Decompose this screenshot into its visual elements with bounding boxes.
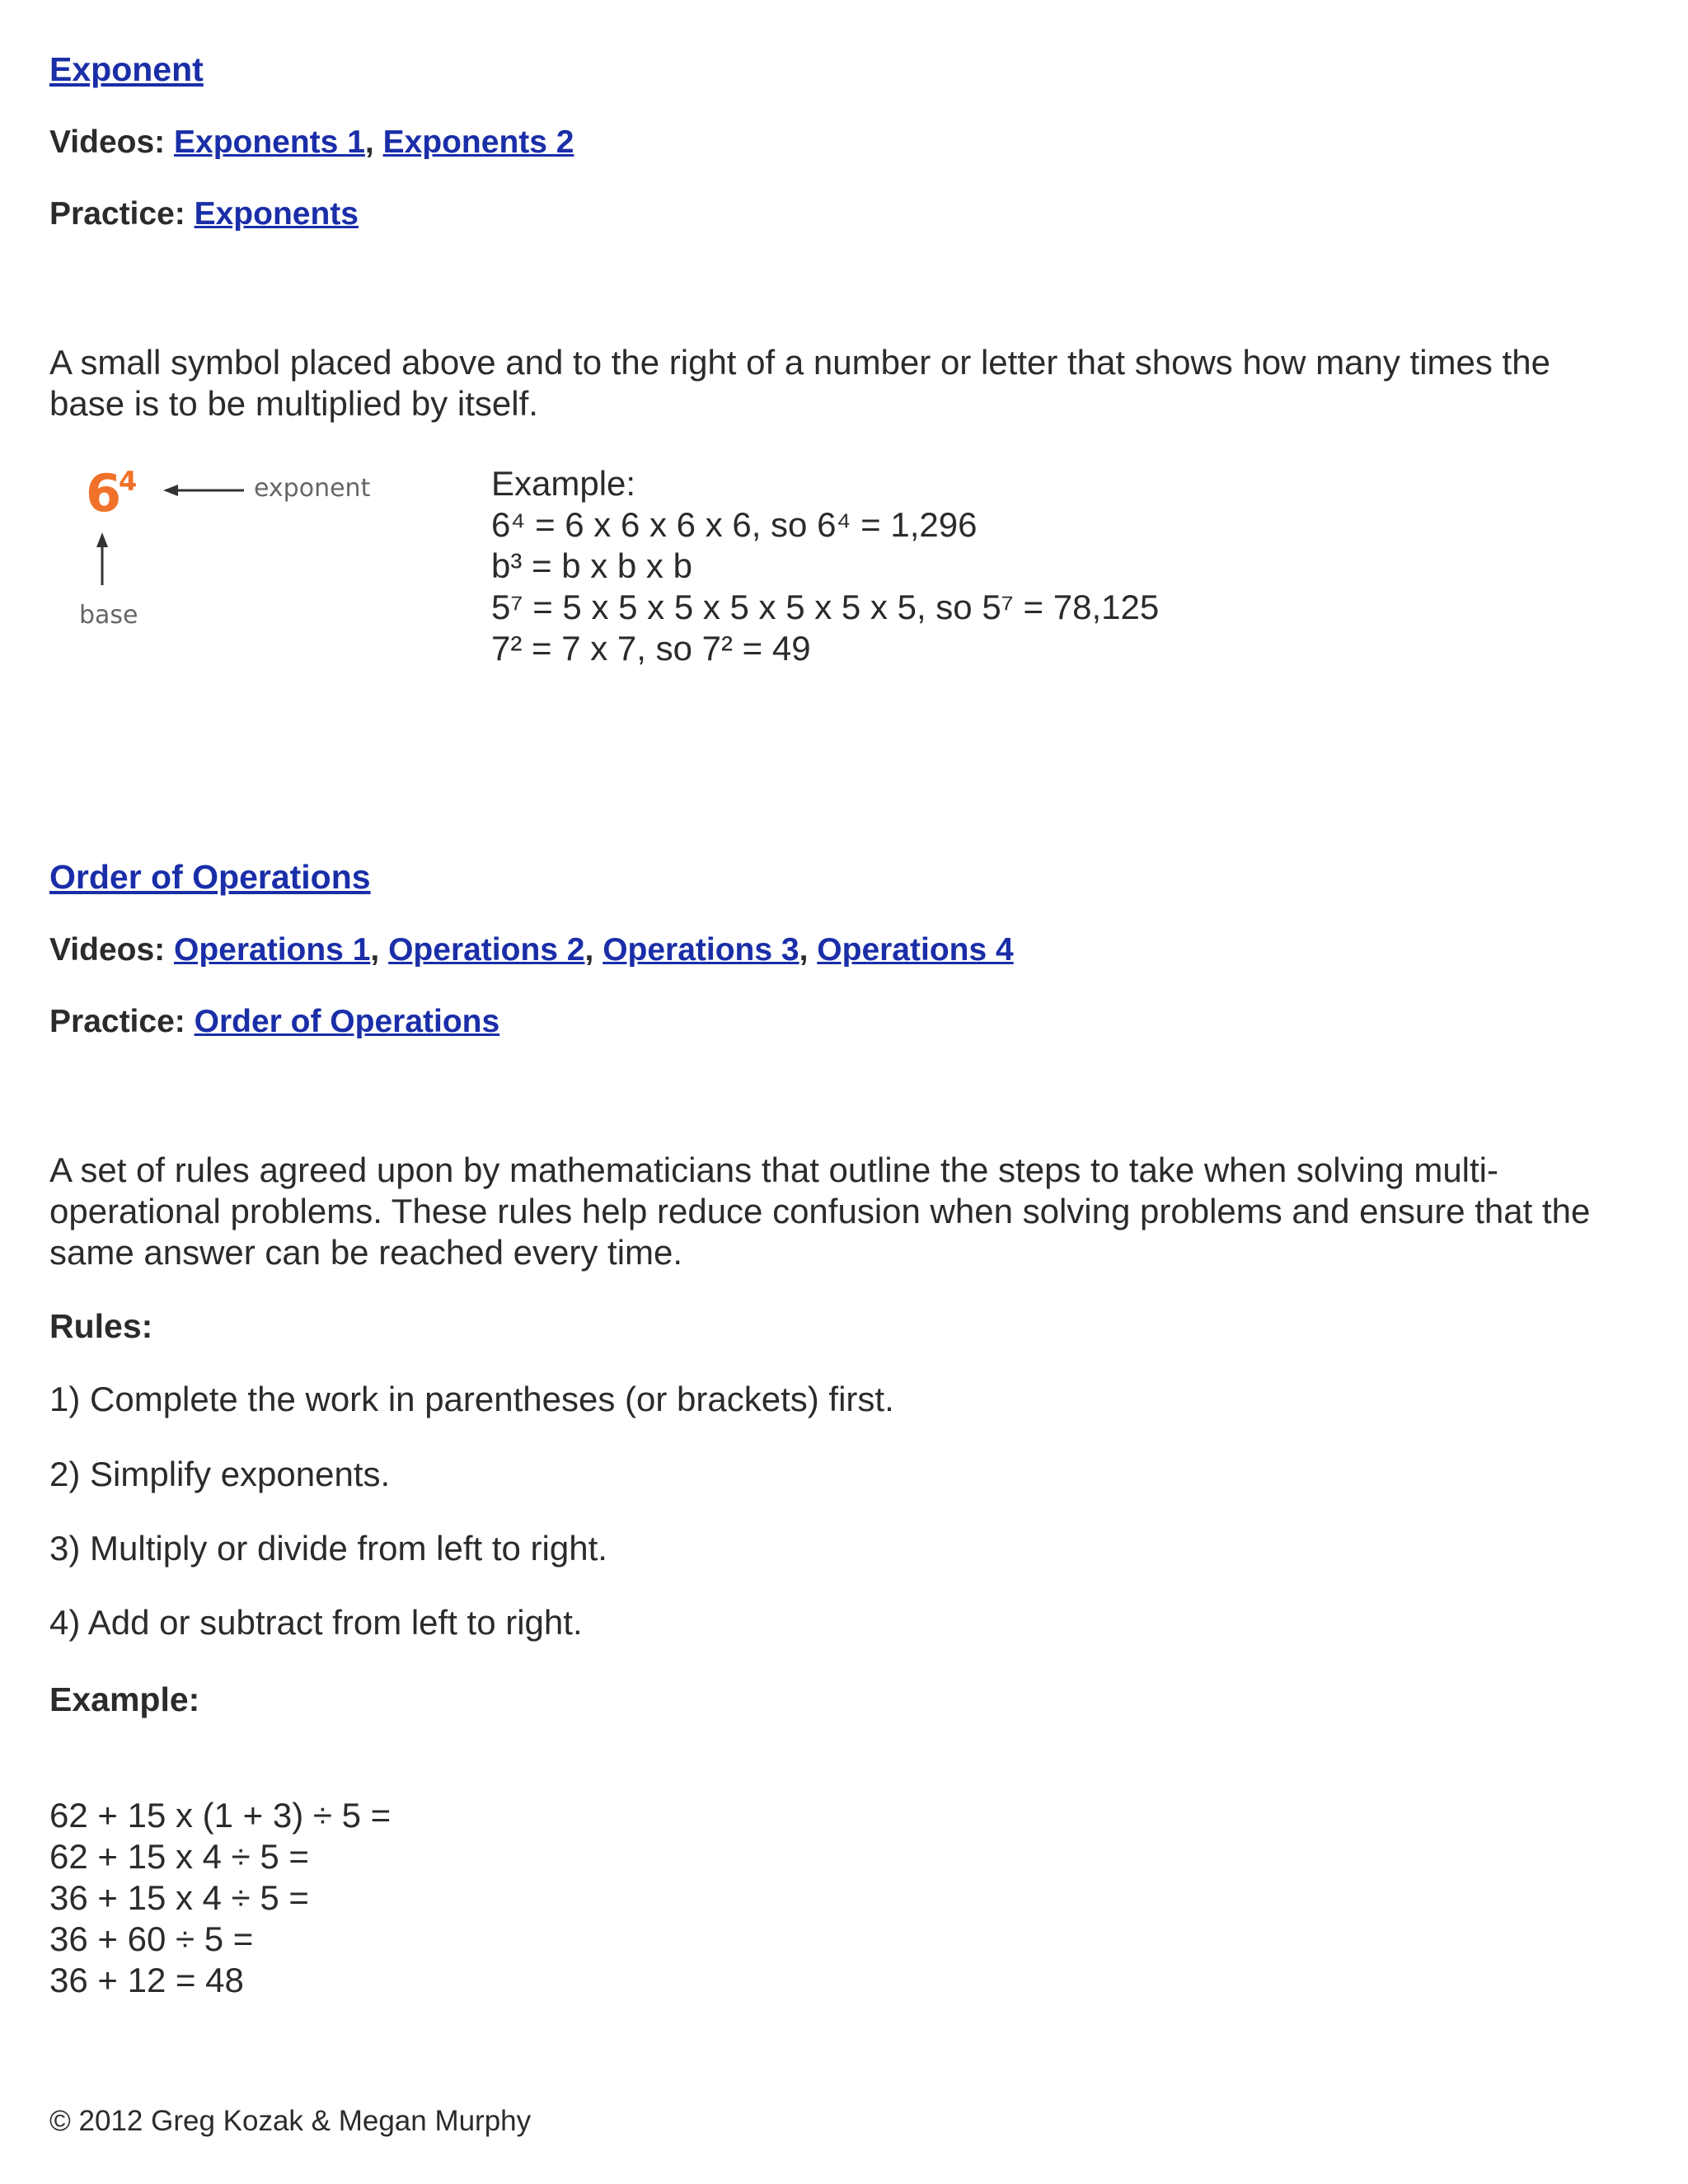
example-line: 5⁷ = 5 x 5 x 5 x 5 x 5 x 5 x 5, so 5⁷ = 78,125 [491,588,1160,626]
rule-item: 2) Simplify exponents. [49,1455,391,1493]
operations-videos-line: Videos: Operations 1, Operations 2, Operations 3, Operations 4 [49,932,1014,968]
exponent-practice-line [49,195,359,233]
video-link-operations-2[interactable]: Operations 2 [388,932,585,968]
example-line: 7² = 7 x 7, so 7² = 49 [491,629,811,668]
exponent-number: 4 [119,466,138,497]
exponent-label: exponent [254,474,371,503]
videos-label: Videos: [49,932,166,968]
calculation-step: 36 + 12 = 48 [49,1961,244,1999]
practice-link-exponents[interactable]: Exponents [194,196,359,232]
exponent-title-link[interactable]: Exponent [49,50,204,88]
video-link-exponents-1[interactable]: Exponents 1 [174,124,365,160]
rule-item: 1) Complete the work in parentheses (or brackets) first. [49,1380,894,1418]
exponent-diagram [30,462,392,651]
practice-label: Practice: [49,1004,185,1039]
example-line: b³ = b x b x b [491,546,692,585]
base-label: base [79,601,138,630]
example-heading: Example: [491,464,636,503]
example-line: 6⁴ = 6 x 6 x 6 x 6, so 6⁴ = 1,296 [491,505,978,544]
video-link-operations-1[interactable]: Operations 1 [174,932,371,968]
arrow-left-icon [163,485,244,496]
exponent-diagram-svg [30,462,392,651]
arrow-up-icon [96,532,108,585]
calculation-steps [49,1795,391,2001]
calculation-step: 36 + 15 x 4 ÷ 5 = [49,1878,309,1917]
rule-item: 4) Add or subtract from left to right. [49,1603,583,1642]
video-link-operations-3[interactable]: Operations 3 [603,932,799,968]
exponent-examples [491,463,1159,669]
rules-label: Rules: [49,1307,153,1345]
operations-definition: A set of rules agreed upon by mathematicians that outline the steps to take when solving multi-operational problems. These rules help reduce confusion when solving problems and ensure that the same answer can be reached every time. [49,1151,1591,1272]
video-link-exponents-2[interactable]: Exponents 2 [382,124,574,160]
practice-label: Practice: [49,196,185,232]
operations-practice-line [49,1003,499,1041]
practice-link-order-of-operations[interactable]: Order of Operations [194,1004,500,1039]
calculation-step: 36 + 60 ÷ 5 = [49,1919,254,1958]
example-label: Example: [49,1680,200,1718]
calculation-step: 62 + 15 x 4 ÷ 5 = [49,1837,309,1876]
calculation-step: 62 + 15 x (1 + 3) ÷ 5 = [49,1796,392,1835]
copyright-footer: © 2012 Greg Kozak & Megan Murphy [49,2105,532,2137]
exponent-definition: A small symbol placed above and to the right of a number or letter that shows how many times the base is to be multiplied by itself. [49,343,1550,423]
operations-title-link[interactable]: Order of Operations [49,858,371,896]
videos-label: Videos: [49,124,166,160]
rule-item: 3) Multiply or divide from left to right. [49,1529,607,1568]
video-link-operations-4[interactable]: Operations 4 [817,932,1014,968]
base-number: 6 [86,463,122,523]
exponent-videos-line: Videos: Exponents 1, Exponents 2 [49,124,574,160]
